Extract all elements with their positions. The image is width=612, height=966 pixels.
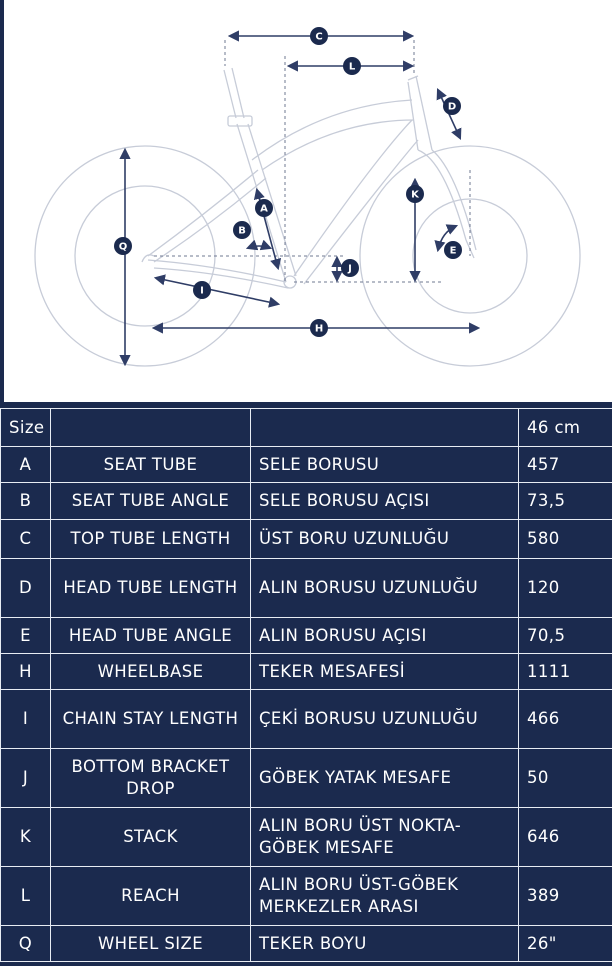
row-value: 466 <box>519 690 612 749</box>
row-tr: ALIN BORU ÜST NOKTA-GÖBEK MESAFE <box>251 808 519 867</box>
row-tr: ALIN BORUSU UZUNLUĞU <box>251 559 519 618</box>
row-code: K <box>1 808 51 867</box>
label-I <box>193 281 211 299</box>
row-en: SEAT TUBE ANGLE <box>51 483 251 520</box>
label-H <box>310 319 328 337</box>
geometry-diagram <box>4 0 612 402</box>
table-row <box>1 483 612 520</box>
row-code: Q <box>1 926 51 962</box>
label-B <box>233 221 251 239</box>
svg-text:I: I <box>200 285 204 297</box>
label-Q <box>114 237 132 255</box>
row-en: REACH <box>51 867 251 926</box>
label-C <box>310 27 328 45</box>
label-A <box>255 199 273 217</box>
header-en <box>51 409 251 447</box>
svg-text:L: L <box>348 61 356 73</box>
row-value: 50 <box>519 749 612 808</box>
row-value: 646 <box>519 808 612 867</box>
label-D <box>443 97 461 115</box>
row-en: HEAD TUBE LENGTH <box>51 559 251 618</box>
row-en: TOP TUBE LENGTH <box>51 520 251 559</box>
row-en: WHEEL SIZE <box>51 926 251 962</box>
svg-text:E: E <box>449 245 457 257</box>
row-code: D <box>1 559 51 618</box>
geometry-table-body <box>1 409 612 962</box>
row-code: L <box>1 867 51 926</box>
table-row <box>1 690 612 749</box>
row-value: 26" <box>519 926 612 962</box>
label-E <box>444 241 462 259</box>
svg-text:C: C <box>315 31 323 43</box>
row-tr: TEKER BOYU <box>251 926 519 962</box>
table-row <box>1 867 612 926</box>
row-value: 580 <box>519 520 612 559</box>
svg-text:K: K <box>411 189 419 201</box>
row-value: 389 <box>519 867 612 926</box>
geometry-table-wrap <box>0 408 612 962</box>
row-value: 1111 <box>519 654 612 690</box>
row-value: 70,5 <box>519 618 612 654</box>
row-tr: ALIN BORUSU AÇISI <box>251 618 519 654</box>
table-row <box>1 749 612 808</box>
row-value: 457 <box>519 447 612 483</box>
row-tr: ALIN BORU ÜST-GÖBEK MERKEZLER ARASI <box>251 867 519 926</box>
header-tr <box>251 409 519 447</box>
bike-frame <box>142 68 476 288</box>
svg-text:B: B <box>238 225 246 237</box>
svg-text:D: D <box>447 101 457 113</box>
table-row <box>1 559 612 618</box>
row-tr: SELE BORUSU AÇISI <box>251 483 519 520</box>
row-tr: ÜST BORU UZUNLUĞU <box>251 520 519 559</box>
svg-text:Q: Q <box>118 241 128 253</box>
row-en: STACK <box>51 808 251 867</box>
row-code: A <box>1 447 51 483</box>
table-row <box>1 618 612 654</box>
table-row <box>1 808 612 867</box>
row-code: E <box>1 618 51 654</box>
row-tr: SELE BORUSU <box>251 447 519 483</box>
row-value: 73,5 <box>519 483 612 520</box>
label-J <box>341 259 359 277</box>
row-en: CHAIN STAY LENGTH <box>51 690 251 749</box>
row-code: I <box>1 690 51 749</box>
svg-text:J: J <box>348 263 352 275</box>
table-row <box>1 926 612 962</box>
row-en: HEAD TUBE ANGLE <box>51 618 251 654</box>
row-tr: TEKER MESAFESİ <box>251 654 519 690</box>
row-code: J <box>1 749 51 808</box>
svg-text:H: H <box>314 323 324 335</box>
bike-geometry-drawing <box>4 0 612 402</box>
dimension-arrows <box>125 36 478 364</box>
svg-text:A: A <box>260 203 268 215</box>
row-en: WHEELBASE <box>51 654 251 690</box>
label-L <box>343 57 361 75</box>
row-tr: ÇEKİ BORUSU UZUNLUĞU <box>251 690 519 749</box>
row-tr: GÖBEK YATAK MESAFE <box>251 749 519 808</box>
row-en: SEAT TUBE <box>51 447 251 483</box>
row-code: C <box>1 520 51 559</box>
table-row <box>1 447 612 483</box>
label-K <box>406 185 424 203</box>
table-row <box>1 654 612 690</box>
header-size: Size <box>1 409 51 447</box>
header-value: 46 cm <box>519 409 612 447</box>
row-code: B <box>1 483 51 520</box>
row-value: 120 <box>519 559 612 618</box>
row-en: BOTTOM BRACKET DROP <box>51 749 251 808</box>
row-code: H <box>1 654 51 690</box>
geometry-table <box>0 408 612 962</box>
table-row <box>1 520 612 559</box>
table-header-row <box>1 409 612 447</box>
